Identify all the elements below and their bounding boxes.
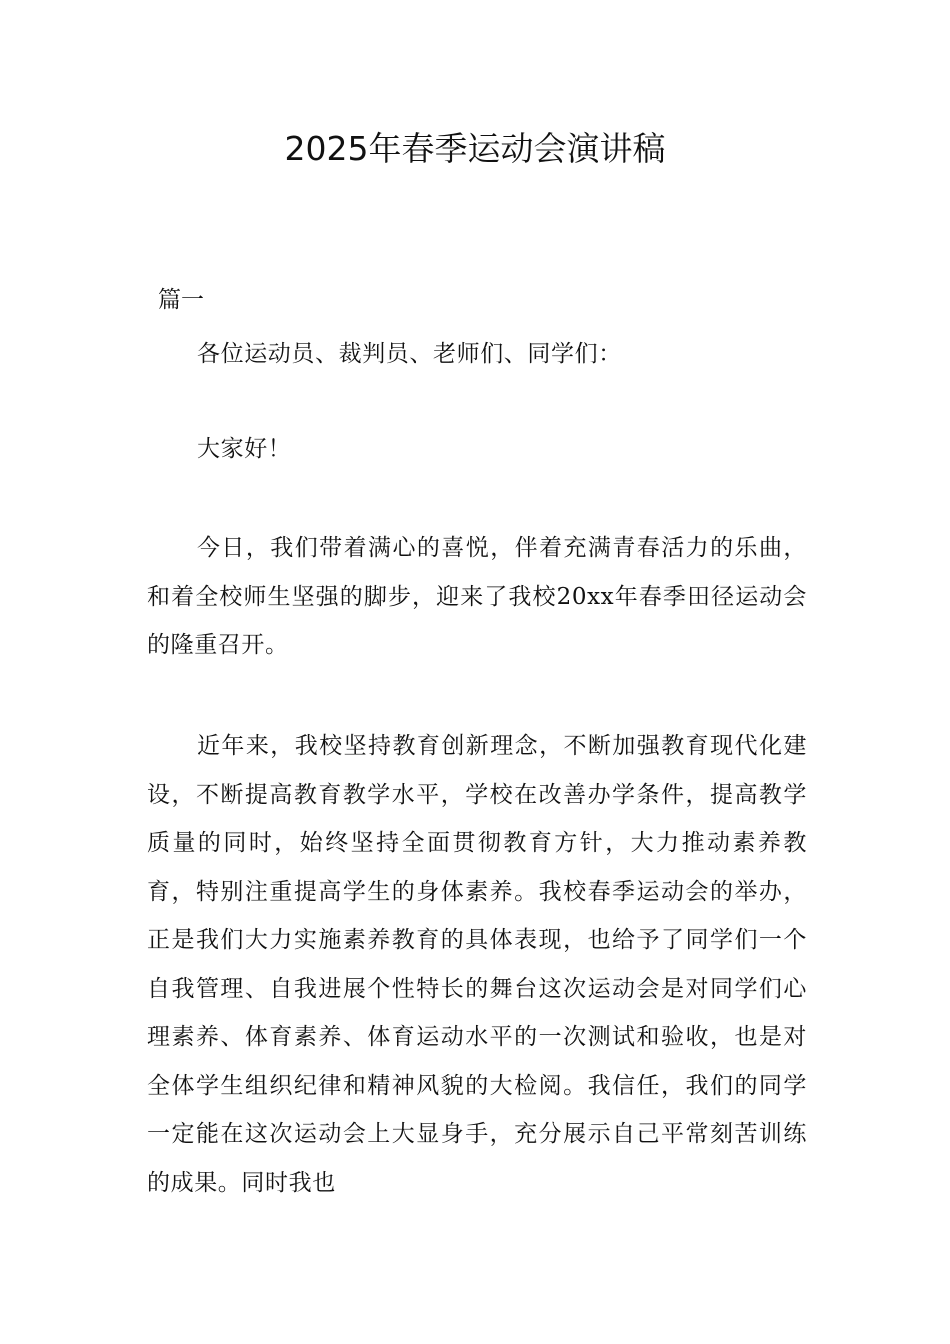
document-title: 2025年春季运动会演讲稿: [284, 129, 666, 168]
paragraph-hello: 大家好！: [197, 436, 292, 462]
section-label: 篇一: [158, 287, 204, 313]
paragraph-main: 近年来，我校坚持教育创新理念，不断加强教育现代化建设，不断提高教育教学水平，学校在改善办学条件，提高教学质量的同时，始终坚持全面贯彻教育方针，大力推动素养教育，特别注重提高学生的身体素养。我校春季运动会的举办，正是我们大力实施素养教育的具体表现，也给予了同学们一个自我管理、自我进展个性特长的舞台这次运动会是对同学们心理素养、体育素养、体育运动水平的一次测试和验收，也是对全体学生组织纪律和精神风貌的大检阅。我信任，我们的同学一定能在这次运动会上大显身手，充分展示自己平常刻苦训练的成果。同时我也: [147, 733, 807, 1196]
paragraph-opening: 今日，我们带着满心的喜悦，伴着充满青春活力的乐曲，和着全校师生坚强的脚步，迎来了我校20xx年春季田径运动会的隆重召开。: [147, 535, 807, 658]
paragraph-greeting: 各位运动员、裁判员、老师们、同学们：: [197, 341, 622, 367]
